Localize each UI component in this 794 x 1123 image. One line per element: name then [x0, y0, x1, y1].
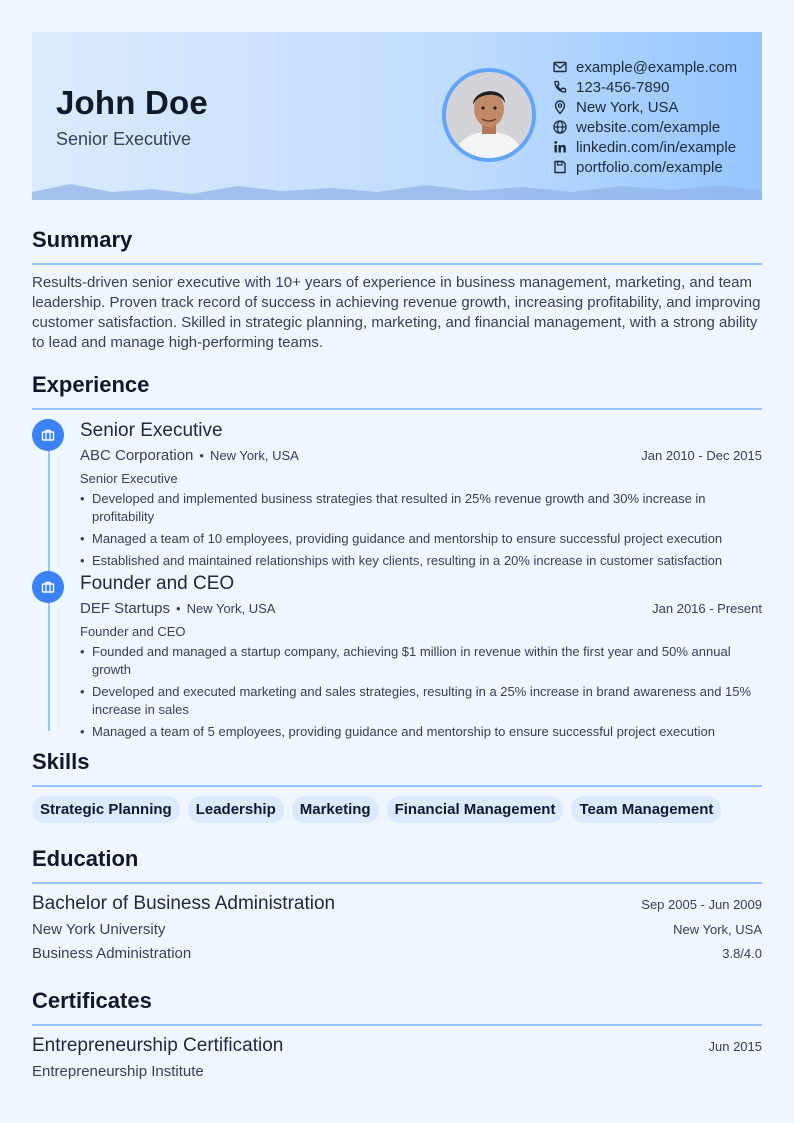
contact-website-text: website.com/example	[576, 118, 721, 136]
candidate-name: John Doe	[56, 84, 208, 121]
job-title: Senior Executive	[80, 420, 223, 441]
job-bullets	[80, 643, 762, 741]
job-dates: Jan 2016 - Present	[652, 601, 762, 616]
school-location: New York, USA	[673, 922, 762, 937]
skill-chip: Leadership	[188, 796, 284, 823]
contact-email[interactable]	[552, 57, 737, 77]
job-dates: Jan 2010 - Dec 2015	[641, 448, 762, 463]
skill-chip: Marketing	[292, 796, 379, 823]
briefcase-icon	[41, 580, 55, 594]
section-divider	[32, 408, 762, 410]
location-pin-icon	[552, 99, 568, 115]
list-item: • Managed a team of 5 employees, providing guidance and mentorship to ensure successful project execution	[80, 723, 762, 741]
resume-header	[32, 32, 762, 200]
education-dates: Sep 2005 - Jun 2009	[641, 897, 762, 912]
experience-entry: Senior Executive ABC Corporation • New York, USA Jan 2010 - Dec 2015 Senior Executive • Developed and implemented business strategies that resulted in 25% revenue growth and 30% increase in profitability • Managed a team of 10 employees, providing guidance and mentorship to ensure successful project execution • Established and maintained relationships with key clients, resulting in a 20% increase in customer satisfaction	[80, 418, 762, 574]
field-of-study: Business Administration	[32, 945, 192, 962]
degree-name: Bachelor of Business Administration	[32, 893, 336, 914]
contact-portfolio[interactable]	[552, 157, 737, 177]
skill-chip: Team Management	[571, 796, 721, 823]
job-position: Founder and CEO	[80, 624, 186, 639]
education-school-row	[32, 921, 762, 938]
job-bullets	[80, 490, 762, 570]
certificate-name: Entrepreneurship Certification	[32, 1035, 284, 1056]
contact-linkedin[interactable]	[552, 137, 737, 157]
timeline-marker	[32, 571, 64, 603]
certificate-issuer: Entrepreneurship Institute	[32, 1063, 204, 1080]
section-divider	[32, 263, 762, 265]
certificate-row	[32, 1035, 762, 1057]
contact-list	[552, 57, 737, 177]
list-item: • Founded and managed a startup company, achieving $1 million in revenue within the first year and 50% annual growth	[80, 643, 762, 679]
section-divider	[32, 785, 762, 787]
list-item: • Established and maintained relationships with key clients, resulting in a 20% increase in customer satisfaction	[80, 552, 762, 570]
contact-website[interactable]	[552, 117, 737, 137]
gpa: 3.8/4.0	[722, 946, 762, 961]
section-title-education: Education	[32, 846, 139, 871]
section-title-skills: Skills	[32, 749, 90, 774]
header-wave-decoration	[32, 180, 762, 200]
portfolio-icon	[552, 159, 568, 175]
list-item: • Developed and implemented business strategies that resulted in 25% revenue growth and 30% increase in profitability	[80, 490, 762, 526]
phone-icon	[552, 79, 568, 95]
list-item: • Managed a team of 10 employees, providing guidance and mentorship to ensure successful project execution	[80, 530, 762, 548]
contact-portfolio-text: portfolio.com/example	[576, 158, 723, 176]
section-divider	[32, 882, 762, 884]
candidate-role: Senior Executive	[56, 129, 192, 149]
job-position: Senior Executive	[80, 471, 178, 486]
timeline-marker	[32, 419, 64, 451]
skills-list	[32, 796, 721, 823]
linkedin-icon	[552, 139, 568, 155]
contact-linkedin-text: linkedin.com/in/example	[576, 138, 737, 156]
certificate-issuer-row	[32, 1063, 762, 1080]
profile-photo	[442, 68, 536, 162]
contact-location	[552, 97, 737, 117]
experience-entry: Founder and CEO DEF Startups • New York, USA Jan 2016 - Present Founder and CEO • Founded and managed a startup company, achieving $1 million in revenue within the first year and 50% annual growth • Developed and executed marketing and sales strategies, resulting in a 25% increase in brand awareness and 15% increase in sales • Managed a team of 5 employees, providing guidance and mentorship to ensure successful project execution	[80, 571, 762, 745]
globe-icon	[552, 119, 568, 135]
section-title-certificates: Certificates	[32, 988, 152, 1013]
list-item: • Developed and executed marketing and sales strategies, resulting in a 25% increase in brand awareness and 15% increase in sales	[80, 683, 762, 719]
job-location: New York, USA	[186, 601, 276, 616]
certificate-date: Jun 2015	[708, 1039, 762, 1054]
job-title: Founder and CEO	[80, 573, 235, 594]
summary-text: Results-driven senior executive with 10+ years of experience in business management, marketing, and team leadership. Proven track record of success in achieving revenue growth, increasing profitability, and improving customer satisfaction. Skilled in strategic planning, marketing, and financial management, with a strong ability to lead and manage high-performing teams.	[32, 274, 761, 351]
skill-chip: Financial Management	[387, 796, 564, 823]
section-title-summary: Summary	[32, 227, 133, 252]
contact-phone-text: 123-456-7890	[576, 78, 670, 96]
skill-chip: Strategic Planning	[32, 796, 180, 823]
contact-phone[interactable]	[552, 77, 737, 97]
contact-location-text: New York, USA	[576, 98, 679, 116]
section-divider	[32, 1024, 762, 1026]
job-location: New York, USA	[209, 448, 299, 463]
company-name: DEF Startups	[80, 600, 171, 617]
email-icon	[552, 59, 568, 75]
contact-email-text: example@example.com	[576, 58, 738, 76]
section-title-experience: Experience	[32, 372, 150, 397]
education-degree-row	[32, 893, 762, 915]
briefcase-icon	[41, 428, 55, 442]
education-field-row	[32, 945, 762, 962]
school-name: New York University	[32, 921, 166, 938]
company-name: ABC Corporation	[80, 447, 194, 464]
